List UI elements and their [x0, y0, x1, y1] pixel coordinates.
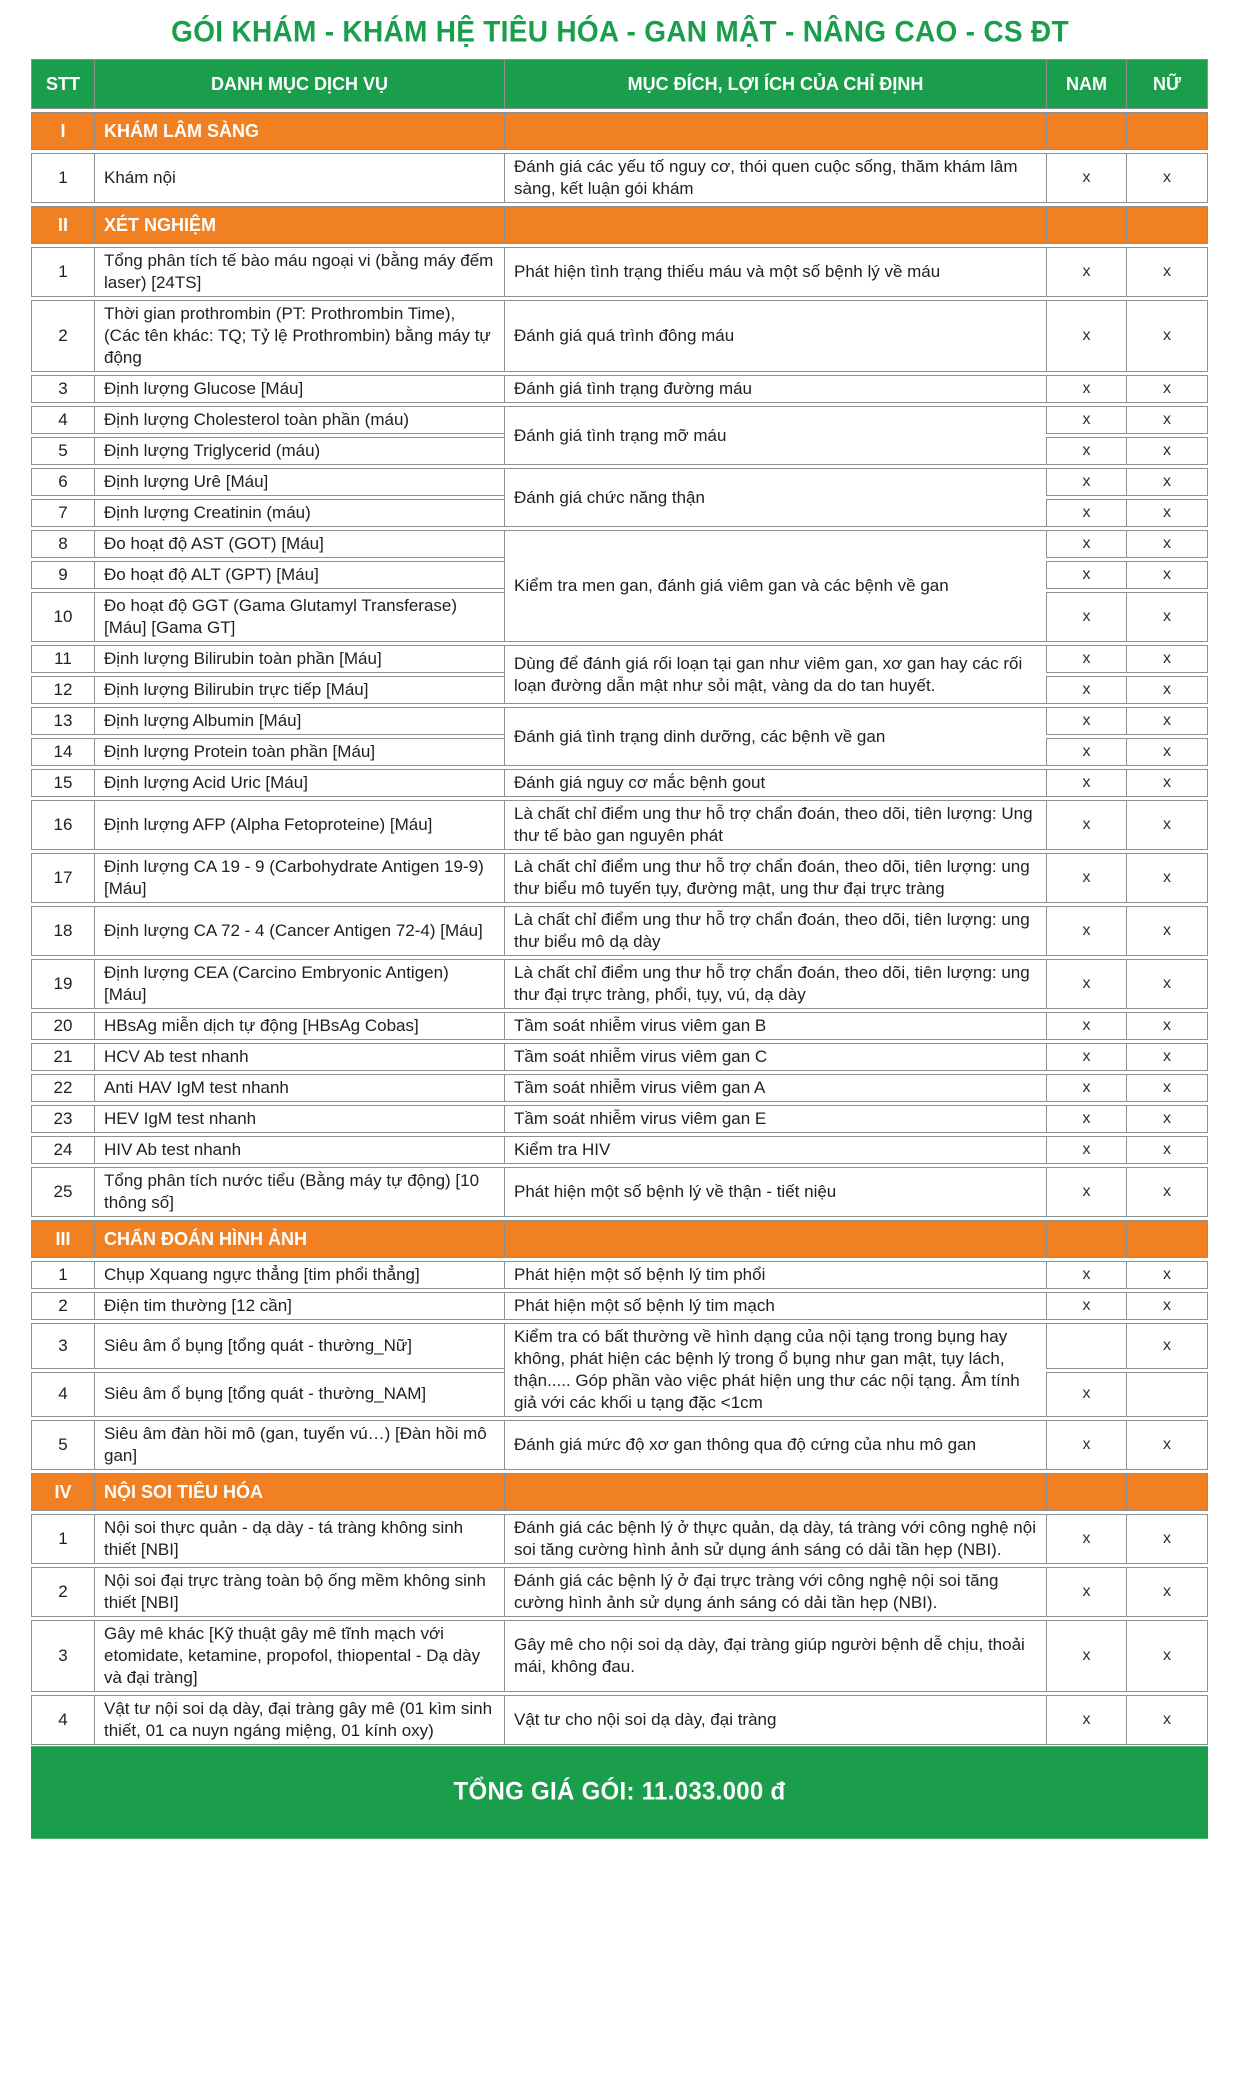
nam-mark: x: [1046, 1261, 1126, 1289]
service-purpose: Là chất chỉ điểm ung thư hỗ trợ chẩn đoán, theo dõi, tiên lượng: ung thư biểu mô tuyến tụy, đường mật, ung thư đại trực tràng: [504, 853, 1046, 903]
service-row: [31, 1292, 1208, 1320]
row-number: 4: [31, 1372, 94, 1418]
row-number: 3: [31, 1620, 94, 1692]
service-name: Đo hoạt độ AST (GOT) [Máu]: [94, 530, 504, 558]
nu-mark: x: [1126, 1012, 1208, 1040]
nu-mark: x: [1126, 1167, 1208, 1217]
nu-mark: x: [1126, 300, 1208, 372]
section-numeral: I: [31, 112, 94, 150]
nu-mark: x: [1126, 1567, 1208, 1617]
service-name: Định lượng CA 72 - 4 (Cancer Antigen 72-4) [Máu]: [94, 906, 504, 956]
column-header-nu: NỮ: [1126, 59, 1208, 109]
column-header-stt: STT: [31, 59, 94, 109]
nam-mark: x: [1046, 153, 1126, 203]
service-name: Định lượng AFP (Alpha Fetoproteine) [Máu]: [94, 800, 504, 850]
service-row: [31, 1043, 1208, 1071]
section-row: [31, 206, 1208, 244]
service-purpose: Đánh giá tình trạng mỡ máu: [504, 406, 1046, 465]
nu-mark: x: [1126, 1420, 1208, 1470]
service-purpose: Vật tư cho nội soi dạ dày, đại tràng: [504, 1695, 1046, 1745]
nam-mark: x: [1046, 1074, 1126, 1102]
section-spacer: [1126, 1220, 1208, 1258]
column-header-service: DANH MỤC DỊCH VỤ: [94, 59, 504, 109]
service-row: [31, 1074, 1208, 1102]
row-number: 19: [31, 959, 94, 1009]
nam-mark: x: [1046, 406, 1126, 434]
package-table: [31, 56, 1208, 1748]
service-name: Đo hoạt độ ALT (GPT) [Máu]: [94, 561, 504, 589]
service-purpose: Đánh giá các bệnh lý ở thực quản, dạ dày, tá tràng với công nghệ nội soi tăng cường hình ảnh sử dụng ánh sáng có dải tần hẹp (NBI).: [504, 1514, 1046, 1564]
section-spacer: [1046, 1220, 1126, 1258]
section-row: [31, 1220, 1208, 1258]
service-purpose: Kiểm tra men gan, đánh giá viêm gan và các bệnh về gan: [504, 530, 1046, 642]
page-title: GÓI KHÁM - KHÁM HỆ TIÊU HÓA - GAN MẬT - NÂNG CAO - CS ĐT: [171, 15, 1069, 48]
service-row: [31, 1323, 1208, 1369]
nu-mark: x: [1126, 707, 1208, 735]
service-name: Điện tim thường [12 cần]: [94, 1292, 504, 1320]
nu-mark: x: [1126, 800, 1208, 850]
service-name: Định lượng Urê [Máu]: [94, 468, 504, 496]
nam-mark: x: [1046, 1136, 1126, 1164]
row-number: 6: [31, 468, 94, 496]
service-row: [31, 1695, 1208, 1745]
row-number: 16: [31, 800, 94, 850]
section-numeral: IV: [31, 1473, 94, 1511]
section-spacer: [1046, 206, 1126, 244]
nam-mark: x: [1046, 707, 1126, 735]
service-purpose: Tầm soát nhiễm virus viêm gan B: [504, 1012, 1046, 1040]
nu-mark: x: [1126, 153, 1208, 203]
nu-mark: x: [1126, 676, 1208, 704]
nu-mark: x: [1126, 468, 1208, 496]
service-row: [31, 645, 1208, 673]
service-row: [31, 1136, 1208, 1164]
service-row: [31, 707, 1208, 735]
nam-mark: x: [1046, 1567, 1126, 1617]
row-number: 7: [31, 499, 94, 527]
service-name: Định lượng CA 19 - 9 (Carbohydrate Antigen 19-9) [Máu]: [94, 853, 504, 903]
row-number: 1: [31, 1514, 94, 1564]
row-number: 23: [31, 1105, 94, 1133]
service-name: HEV IgM test nhanh: [94, 1105, 504, 1133]
service-name: Vật tư nội soi dạ dày, đại tràng gây mê (01 kìm sinh thiết, 01 ca nuyn ngáng miệng, 01 kính oxy): [94, 1695, 504, 1745]
nam-mark: x: [1046, 800, 1126, 850]
service-name: Định lượng Protein toàn phần [Máu]: [94, 738, 504, 766]
service-row: [31, 300, 1208, 372]
row-number: 22: [31, 1074, 94, 1102]
section-row: [31, 1473, 1208, 1511]
service-name: HBsAg miễn dịch tự động [HBsAg Cobas]: [94, 1012, 504, 1040]
service-purpose: Là chất chỉ điểm ung thư hỗ trợ chẩn đoán, theo dõi, tiên lượng: ung thư đại trực tràng, phổi, tụy, vú, dạ dày: [504, 959, 1046, 1009]
nam-mark: x: [1046, 1043, 1126, 1071]
service-name: Định lượng Creatinin (máu): [94, 499, 504, 527]
section-numeral: II: [31, 206, 94, 244]
nam-mark: x: [1046, 1620, 1126, 1692]
nam-mark: x: [1046, 853, 1126, 903]
section-spacer: [504, 112, 1046, 150]
nu-mark: x: [1126, 738, 1208, 766]
total-price-bar: TỔNG GIÁ GÓI: 11.033.000 đ: [31, 1746, 1208, 1839]
nu-mark: x: [1126, 406, 1208, 434]
service-name: Định lượng Bilirubin trực tiếp [Máu]: [94, 676, 504, 704]
service-row: [31, 1420, 1208, 1470]
service-row: [31, 468, 1208, 496]
table-body: [31, 112, 1208, 1745]
row-number: 5: [31, 437, 94, 465]
nam-mark: x: [1046, 1372, 1126, 1418]
service-row: [31, 247, 1208, 297]
service-name: HIV Ab test nhanh: [94, 1136, 504, 1164]
service-name: Khám nội: [94, 153, 504, 203]
service-purpose: Đánh giá tình trạng dinh dưỡng, các bệnh về gan: [504, 707, 1046, 766]
nu-mark: x: [1126, 530, 1208, 558]
section-spacer: [504, 1220, 1046, 1258]
nu-mark: x: [1126, 1074, 1208, 1102]
row-number: 4: [31, 1695, 94, 1745]
row-number: 24: [31, 1136, 94, 1164]
nam-mark: x: [1046, 247, 1126, 297]
service-name: Anti HAV IgM test nhanh: [94, 1074, 504, 1102]
nam-mark: x: [1046, 1292, 1126, 1320]
row-number: 20: [31, 1012, 94, 1040]
service-name: Định lượng Bilirubin toàn phần [Máu]: [94, 645, 504, 673]
service-purpose: Đánh giá tình trạng đường máu: [504, 375, 1046, 403]
section-title: KHÁM LÂM SÀNG: [94, 112, 504, 150]
service-purpose: Đánh giá quá trình đông máu: [504, 300, 1046, 372]
service-purpose: Phát hiện một số bệnh lý tim mạch: [504, 1292, 1046, 1320]
nu-mark: x: [1126, 1105, 1208, 1133]
service-name: Siêu âm ổ bụng [tổng quát - thường_NAM]: [94, 1372, 504, 1418]
service-name: Tổng phân tích tế bào máu ngoại vi (bằng máy đếm laser) [24TS]: [94, 247, 504, 297]
row-number: 21: [31, 1043, 94, 1071]
service-name: Định lượng Triglycerid (máu): [94, 437, 504, 465]
service-name: Gây mê khác [Kỹ thuật gây mê tĩnh mạch với etomidate, ketamine, propofol, thiopental - Dạ dày và đại tràng]: [94, 1620, 504, 1692]
column-header-nam: NAM: [1046, 59, 1126, 109]
nu-mark: x: [1126, 1620, 1208, 1692]
service-row: [31, 1167, 1208, 1217]
nu-mark: x: [1126, 1136, 1208, 1164]
nam-mark: x: [1046, 906, 1126, 956]
service-name: Siêu âm ổ bụng [tổng quát - thường_Nữ]: [94, 1323, 504, 1369]
service-row: [31, 1514, 1208, 1564]
section-numeral: III: [31, 1220, 94, 1258]
header-row: [31, 59, 1208, 109]
column-header-purpose: MỤC ĐÍCH, LỢI ÍCH CỦA CHỈ ĐỊNH: [504, 59, 1046, 109]
row-number: 9: [31, 561, 94, 589]
service-name: Định lượng Albumin [Máu]: [94, 707, 504, 735]
nu-mark: x: [1126, 1323, 1208, 1369]
service-row: [31, 153, 1208, 203]
nam-mark: x: [1046, 530, 1126, 558]
service-purpose: Đánh giá nguy cơ mắc bệnh gout: [504, 769, 1046, 797]
nu-mark: x: [1126, 1292, 1208, 1320]
nu-mark: x: [1126, 247, 1208, 297]
service-purpose: Là chất chỉ điểm ung thư hỗ trợ chẩn đoán, theo dõi, tiên lượng: ung thư biểu mô dạ dày: [504, 906, 1046, 956]
nam-mark: x: [1046, 561, 1126, 589]
nam-mark: x: [1046, 645, 1126, 673]
service-purpose: Là chất chỉ điểm ung thư hỗ trợ chẩn đoán, theo dõi, tiên lượng: Ung thư tế bào gan nguyên phát: [504, 800, 1046, 850]
service-row: [31, 530, 1208, 558]
row-number: 14: [31, 738, 94, 766]
row-number: 11: [31, 645, 94, 673]
nu-mark: x: [1126, 853, 1208, 903]
section-spacer: [1046, 1473, 1126, 1511]
service-row: [31, 800, 1208, 850]
service-purpose: Tầm soát nhiễm virus viêm gan A: [504, 1074, 1046, 1102]
nu-mark: x: [1126, 592, 1208, 642]
service-name: Tổng phân tích nước tiểu (Bằng máy tự động) [10 thông số]: [94, 1167, 504, 1217]
service-purpose: Dùng để đánh giá rối loạn tại gan như viêm gan, xơ gan hay các rối loạn đường dẫn mật như sỏi mật, vàng da do tan huyết.: [504, 645, 1046, 704]
nam-mark: x: [1046, 1167, 1126, 1217]
nam-mark: x: [1046, 738, 1126, 766]
service-purpose: Phát hiện một số bệnh lý về thận - tiết niệu: [504, 1167, 1046, 1217]
nam-mark: x: [1046, 437, 1126, 465]
service-purpose: Kiểm tra có bất thường về hình dạng của nội tạng trong bụng hay không, phát hiện các bệnh lý trong ổ bụng như gan mật, tụy lách, thận..... Góp phần vào việc phát hiện ung thư các nội tạng. Âm tính giả với các khối u tạng đặc <1cm: [504, 1323, 1046, 1417]
row-number: 8: [31, 530, 94, 558]
row-number: 4: [31, 406, 94, 434]
nu-mark: x: [1126, 959, 1208, 1009]
service-purpose: Đánh giá các yếu tố nguy cơ, thói quen cuộc sống, thăm khám lâm sàng, kết luận gói khám: [504, 153, 1046, 203]
section-title: CHẨN ĐOÁN HÌNH ẢNH: [94, 1220, 504, 1258]
nam-mark: x: [1046, 1105, 1126, 1133]
row-number: 5: [31, 1420, 94, 1470]
service-purpose: Phát hiện tình trạng thiếu máu và một số bệnh lý về máu: [504, 247, 1046, 297]
nam-mark: x: [1046, 499, 1126, 527]
section-spacer: [1126, 112, 1208, 150]
nam-mark: x: [1046, 959, 1126, 1009]
service-row: [31, 769, 1208, 797]
service-purpose: Đánh giá các bệnh lý ở đại trực tràng với công nghệ nội soi tăng cường hình ảnh sử dụng ánh sáng có dải tần hẹp (NBI).: [504, 1567, 1046, 1617]
service-purpose: Gây mê cho nội soi dạ dày, đại tràng giúp người bệnh dễ chịu, thoải mái, không đau.: [504, 1620, 1046, 1692]
service-name: Định lượng Cholesterol toàn phần (máu): [94, 406, 504, 434]
nu-mark: x: [1126, 499, 1208, 527]
nu-mark: x: [1126, 645, 1208, 673]
row-number: 10: [31, 592, 94, 642]
nam-mark: x: [1046, 1695, 1126, 1745]
row-number: 13: [31, 707, 94, 735]
section-title: NỘI SOI TIÊU HÓA: [94, 1473, 504, 1511]
row-number: 12: [31, 676, 94, 704]
row-number: 17: [31, 853, 94, 903]
section-title: XÉT NGHIỆM: [94, 206, 504, 244]
section-spacer: [504, 1473, 1046, 1511]
service-name: Siêu âm đàn hồi mô (gan, tuyến vú…) [Đàn hồi mô gan]: [94, 1420, 504, 1470]
nu-mark: x: [1126, 375, 1208, 403]
nu-mark: x: [1126, 1695, 1208, 1745]
service-row: [31, 1567, 1208, 1617]
nu-mark: x: [1126, 561, 1208, 589]
nu-mark: x: [1126, 1043, 1208, 1071]
table-header: [31, 59, 1208, 109]
nam-mark: x: [1046, 592, 1126, 642]
row-number: 2: [31, 1567, 94, 1617]
service-name: Nội soi đại trực tràng toàn bộ ống mềm không sinh thiết [NBI]: [94, 1567, 504, 1617]
service-purpose: Kiểm tra HIV: [504, 1136, 1046, 1164]
service-name: HCV Ab test nhanh: [94, 1043, 504, 1071]
row-number: 1: [31, 1261, 94, 1289]
service-purpose: Đánh giá chức năng thận: [504, 468, 1046, 527]
nam-mark: x: [1046, 375, 1126, 403]
service-row: [31, 959, 1208, 1009]
nam-mark: [1046, 1323, 1126, 1369]
nu-mark: x: [1126, 769, 1208, 797]
section-spacer: [1126, 1473, 1208, 1511]
service-row: [31, 1105, 1208, 1133]
service-name: Định lượng CEA (Carcino Embryonic Antigen) [Máu]: [94, 959, 504, 1009]
section-spacer: [1046, 112, 1126, 150]
row-number: 2: [31, 300, 94, 372]
section-spacer: [1126, 206, 1208, 244]
nam-mark: x: [1046, 769, 1126, 797]
nam-mark: x: [1046, 300, 1126, 372]
service-row: [31, 1012, 1208, 1040]
service-purpose: Tầm soát nhiễm virus viêm gan C: [504, 1043, 1046, 1071]
row-number: 3: [31, 375, 94, 403]
nu-mark: x: [1126, 437, 1208, 465]
row-number: 1: [31, 247, 94, 297]
row-number: 1: [31, 153, 94, 203]
service-purpose: Tầm soát nhiễm virus viêm gan E: [504, 1105, 1046, 1133]
service-row: [31, 406, 1208, 434]
nu-mark: [1126, 1372, 1208, 1418]
nam-mark: x: [1046, 1420, 1126, 1470]
row-number: 18: [31, 906, 94, 956]
nu-mark: x: [1126, 906, 1208, 956]
service-row: [31, 853, 1208, 903]
row-number: 3: [31, 1323, 94, 1369]
row-number: 25: [31, 1167, 94, 1217]
service-name: Thời gian prothrombin (PT: Prothrombin Time), (Các tên khác: TQ; Tỷ lệ Prothrombin) bằng máy tự động: [94, 300, 504, 372]
row-number: 2: [31, 1292, 94, 1320]
service-name: Nội soi thực quản - dạ dày - tá tràng không sinh thiết [NBI]: [94, 1514, 504, 1564]
service-purpose: Đánh giá mức độ xơ gan thông qua độ cứng của nhu mô gan: [504, 1420, 1046, 1470]
service-row: [31, 375, 1208, 403]
nam-mark: x: [1046, 1012, 1126, 1040]
service-name: Định lượng Acid Uric [Máu]: [94, 769, 504, 797]
service-purpose: Phát hiện một số bệnh lý tim phổi: [504, 1261, 1046, 1289]
nu-mark: x: [1126, 1514, 1208, 1564]
nam-mark: x: [1046, 1514, 1126, 1564]
section-row: [31, 112, 1208, 150]
nam-mark: x: [1046, 676, 1126, 704]
service-name: Đo hoạt độ GGT (Gama Glutamyl Transferase) [Máu] [Gama GT]: [94, 592, 504, 642]
service-name: Chụp Xquang ngực thẳng [tim phổi thẳng]: [94, 1261, 504, 1289]
service-row: [31, 1620, 1208, 1692]
nam-mark: x: [1046, 468, 1126, 496]
section-spacer: [504, 206, 1046, 244]
service-name: Định lượng Glucose [Máu]: [94, 375, 504, 403]
nu-mark: x: [1126, 1261, 1208, 1289]
service-row: [31, 1261, 1208, 1289]
row-number: 15: [31, 769, 94, 797]
service-row: [31, 906, 1208, 956]
